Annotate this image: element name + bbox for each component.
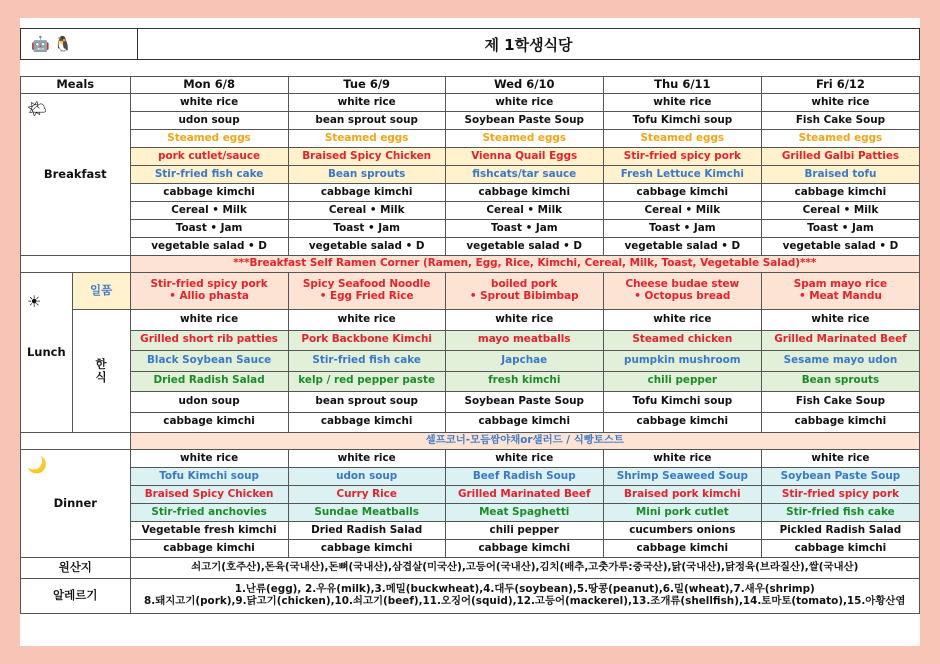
menu-item: cabbage kimchi: [130, 184, 288, 202]
breakfast-self-corner-note: ***Breakfast Self Ramen Corner (Ramen, Egg, Rice, Kimchi, Cereal, Milk, Toast, Vegetable Salad)***: [130, 256, 919, 273]
menu-item: cabbage kimchi: [603, 540, 761, 558]
menu-item: Braised tofu: [761, 166, 919, 184]
menu-item: Vegetable fresh kimchi: [130, 522, 288, 540]
menu-item: Vienna Quail Eggs: [445, 148, 603, 166]
menu-item: Cereal • Milk: [445, 202, 603, 220]
menu-item: white rice: [445, 94, 603, 112]
menu-item: chili pepper: [445, 522, 603, 540]
menu-item: white rice: [130, 310, 288, 331]
menu-item: cabbage kimchi: [130, 412, 288, 433]
breakfast-label: Breakfast: [43, 166, 107, 181]
menu-item: cabbage kimchi: [130, 540, 288, 558]
menu-item: bean sprout soup: [288, 112, 445, 130]
origin-row: [21, 558, 920, 579]
breakfast-row: [21, 202, 920, 220]
dinner-row: [21, 522, 920, 540]
menu-item: Grilled Galbi Patties: [761, 148, 919, 166]
lunch-hansik-row: [21, 351, 920, 372]
lunch-hansik-row: [21, 392, 920, 413]
menu-item: udon soup: [288, 468, 445, 486]
menu-item: white rice: [288, 450, 445, 468]
sun-icon: ☀: [27, 292, 42, 312]
menu-item: Shrimp Seaweed Soup: [603, 468, 761, 486]
spacer-cell: [21, 256, 131, 273]
header-bar: [20, 28, 920, 60]
menu-item: Soybean Paste Soup: [445, 392, 603, 413]
menu-item: white rice: [445, 310, 603, 331]
day-header: Tue 6/9: [288, 77, 445, 94]
menu-item: Stir-fried fish cake: [288, 351, 445, 372]
allergy-line: 8.돼지고기(pork),9.닭고기(chicken),10.쇠고기(beef),11.오징어(squid),12.고등어(mackerel),13.조개류(shellfish),14.토마토(tomato),15.아황산염: [144, 594, 906, 607]
day-header-row: [21, 77, 920, 94]
ilpum-main: Stir-fried spicy pork: [150, 278, 268, 291]
ilpum-label: 일품: [72, 273, 130, 310]
menu-item: pork cutlet/sauce: [130, 148, 288, 166]
menu-item: Steamed eggs: [603, 130, 761, 148]
penguin-icon: 🐧: [53, 34, 73, 53]
lunch-label: Lunch: [26, 344, 66, 359]
dinner-row: [21, 504, 920, 522]
menu-item: Toast • Jam: [288, 220, 445, 238]
menu-item: Stir-fried anchovies: [130, 504, 288, 522]
breakfast-label-cell: [21, 94, 131, 256]
menu-item: Stir-fried spicy pork: [761, 486, 919, 504]
sun-cloud-icon: 🌤: [27, 99, 48, 118]
menu-item: cabbage kimchi: [288, 540, 445, 558]
logo-cell: [21, 29, 138, 59]
menu-item: Toast • Jam: [603, 220, 761, 238]
menu-item: Grilled Marinated Beef: [445, 486, 603, 504]
menu-item: cabbage kimchi: [445, 184, 603, 202]
menu-item: udon soup: [130, 112, 288, 130]
menu-item: Stir-fried fish cake: [761, 504, 919, 522]
menu-item: Fresh Lettuce Kimchi: [603, 166, 761, 184]
menu-item: Toast • Jam: [130, 220, 288, 238]
menu-item: vegetable salad • D: [761, 238, 919, 256]
origin-label: 원산지: [21, 558, 131, 579]
meals-header: Meals: [21, 77, 131, 94]
menu-item: white rice: [445, 450, 603, 468]
menu-item: Dried Radish Salad: [288, 522, 445, 540]
day-header: Thu 6/11: [603, 77, 761, 94]
menu-item: Steamed eggs: [130, 130, 288, 148]
lunch-hansik-row: [21, 371, 920, 392]
menu-item: vegetable salad • D: [288, 238, 445, 256]
menu-item: Grilled short rib patties: [130, 330, 288, 351]
menu-item: Japchae: [445, 351, 603, 372]
dinner-row: [21, 540, 920, 558]
allergy-label: 알레르기: [21, 578, 131, 613]
menu-item: Braised Spicy Chicken: [288, 148, 445, 166]
lunch-ilpum-row: [21, 273, 920, 310]
menu-item: Pickled Radish Salad: [761, 522, 919, 540]
ilpum-main: Spam mayo rice: [793, 278, 888, 291]
menu-item: white rice: [761, 450, 919, 468]
menu-item: cabbage kimchi: [761, 540, 919, 558]
menu-item: white rice: [130, 94, 288, 112]
breakfast-row: [21, 148, 920, 166]
menu-item: chili pepper: [603, 371, 761, 392]
menu-item: Soybean Paste Soup: [445, 112, 603, 130]
allergy-row: [21, 578, 920, 613]
menu-item: Cereal • Milk: [130, 202, 288, 220]
menu-item: Braised Spicy Chicken: [130, 486, 288, 504]
breakfast-row: [21, 94, 920, 112]
menu-item: white rice: [761, 310, 919, 331]
dinner-row: [21, 468, 920, 486]
origin-text: 쇠고기(호주산),돈육(국내산),돈뼈(국내산),삼겹살(미국산),고등어(국내산),김치(배추,고춧가루:중국산),닭(국내산),닭정육(브라질산),쌀(국내산): [130, 558, 919, 579]
day-header: Wed 6/10: [445, 77, 603, 94]
menu-item: cabbage kimchi: [445, 412, 603, 433]
menu-item: cabbage kimchi: [288, 184, 445, 202]
spacer-cell: [21, 433, 131, 450]
menu-item: white rice: [288, 94, 445, 112]
hansik-label: 한 식: [72, 310, 130, 433]
menu-item: Steamed eggs: [288, 130, 445, 148]
menu-item: Braised pork kimchi: [603, 486, 761, 504]
menu-item: mayo meatballs: [445, 330, 603, 351]
ilpum-item: [130, 273, 288, 310]
menu-item: white rice: [603, 310, 761, 331]
menu-item: Grilled Marinated Beef: [761, 330, 919, 351]
menu-item: cabbage kimchi: [603, 184, 761, 202]
menu-item: cabbage kimchi: [761, 184, 919, 202]
menu-item: udon soup: [130, 392, 288, 413]
menu-item: vegetable salad • D: [445, 238, 603, 256]
lunch-hansik-row: [21, 330, 920, 351]
menu-item: Toast • Jam: [445, 220, 603, 238]
menu-item: vegetable salad • D: [130, 238, 288, 256]
lunch-label-cell: [21, 273, 73, 433]
moon-icon: 🌙: [27, 455, 47, 475]
ilpum-side: • Sprout Bibimbap: [469, 290, 579, 303]
menu-item: Bean sprouts: [288, 166, 445, 184]
allergy-text: [130, 578, 919, 613]
breakfast-row: [21, 130, 920, 148]
menu-item: Steamed eggs: [761, 130, 919, 148]
weekly-menu-table: [20, 76, 920, 614]
menu-item: Tofu Kimchi soup: [130, 468, 288, 486]
dinner-row: [21, 450, 920, 468]
menu-item: Pork Backbone Kimchi: [288, 330, 445, 351]
menu-item: Toast • Jam: [761, 220, 919, 238]
menu-item: bean sprout soup: [288, 392, 445, 413]
lunch-hansik-row: [21, 412, 920, 433]
ilpum-main: Cheese budae stew: [625, 278, 740, 291]
ilpum-side: • Allio phasta: [169, 290, 249, 303]
menu-item: cucumbers onions: [603, 522, 761, 540]
menu-item: fresh kimchi: [445, 371, 603, 392]
menu-item: Tofu Kimchi soup: [603, 392, 761, 413]
menu-item: Stir-fried fish cake: [130, 166, 288, 184]
menu-item: pumpkin mushroom: [603, 351, 761, 372]
menu-item: Meat Spaghetti: [445, 504, 603, 522]
menu-item: Steamed chicken: [603, 330, 761, 351]
menu-item: Steamed eggs: [445, 130, 603, 148]
menu-item: white rice: [288, 310, 445, 331]
menu-item: fishcats/tar sauce: [445, 166, 603, 184]
dinner-label: Dinner: [53, 496, 97, 511]
ilpum-item: [761, 273, 919, 310]
ilpum-main: boiled pork: [491, 278, 558, 291]
menu-item: vegetable salad • D: [603, 238, 761, 256]
robot-icon: 🤖: [31, 34, 50, 53]
ilpum-side: • Egg Fried Rice: [319, 290, 414, 303]
breakfast-row: [21, 166, 920, 184]
menu-item: Beef Radish Soup: [445, 468, 603, 486]
dinner-row: [21, 486, 920, 504]
menu-item: Cereal • Milk: [603, 202, 761, 220]
menu-item: cabbage kimchi: [761, 412, 919, 433]
menu-item: Bean sprouts: [761, 371, 919, 392]
ilpum-side: • Octopus bread: [634, 290, 731, 303]
menu-item: Dried Radish Salad: [130, 371, 288, 392]
menu-item: Fish Cake Soup: [761, 112, 919, 130]
menu-item: white rice: [761, 94, 919, 112]
menu-item: Tofu Kimchi soup: [603, 112, 761, 130]
breakfast-row: [21, 184, 920, 202]
menu-item: Sundae Meatballs: [288, 504, 445, 522]
ilpum-item: [288, 273, 445, 310]
menu-item: cabbage kimchi: [445, 540, 603, 558]
menu-item: white rice: [603, 450, 761, 468]
menu-item: kelp / red pepper paste: [288, 371, 445, 392]
ilpum-item: [603, 273, 761, 310]
day-header: Fri 6/12: [761, 77, 919, 94]
allergy-line: 1.난류(egg), 2.우유(milk),3.메밀(buckwheat),4.대두(soybean),5.땅콩(peanut),6.밀(wheat),7.새우(shrimp): [234, 582, 815, 595]
ilpum-side: • Meat Mandu: [799, 290, 882, 303]
menu-item: Sesame mayo udon: [761, 351, 919, 372]
ilpum-main: Spicy Seafood Noodle: [302, 278, 431, 291]
menu-item: Cereal • Milk: [288, 202, 445, 220]
menu-item: white rice: [130, 450, 288, 468]
menu-item: Fish Cake Soup: [761, 392, 919, 413]
menu-item: cabbage kimchi: [603, 412, 761, 433]
menu-item: Curry Rice: [288, 486, 445, 504]
menu-item: white rice: [603, 94, 761, 112]
menu-item: Cereal • Milk: [761, 202, 919, 220]
menu-item: cabbage kimchi: [288, 412, 445, 433]
breakfast-row: [21, 238, 920, 256]
menu-item: Black Soybean Sauce: [130, 351, 288, 372]
breakfast-note-row: [21, 256, 920, 273]
lunch-hansik-row: [21, 310, 920, 331]
menu-sheet: [20, 18, 920, 646]
menu-item: Soybean Paste Soup: [761, 468, 919, 486]
breakfast-row: [21, 220, 920, 238]
breakfast-row: [21, 112, 920, 130]
lunch-self-corner-note: 셀프코너-모듬쌈야채or샐러드 / 식빵토스트: [130, 433, 919, 450]
lunch-note-row: [21, 433, 920, 450]
page-title: 제 1학생식당: [484, 35, 573, 54]
day-header: Mon 6/8: [130, 77, 288, 94]
dinner-label-cell: [21, 450, 131, 558]
ilpum-item: [445, 273, 603, 310]
menu-item: Mini pork cutlet: [603, 504, 761, 522]
menu-item: Stir-fried spicy pork: [603, 148, 761, 166]
